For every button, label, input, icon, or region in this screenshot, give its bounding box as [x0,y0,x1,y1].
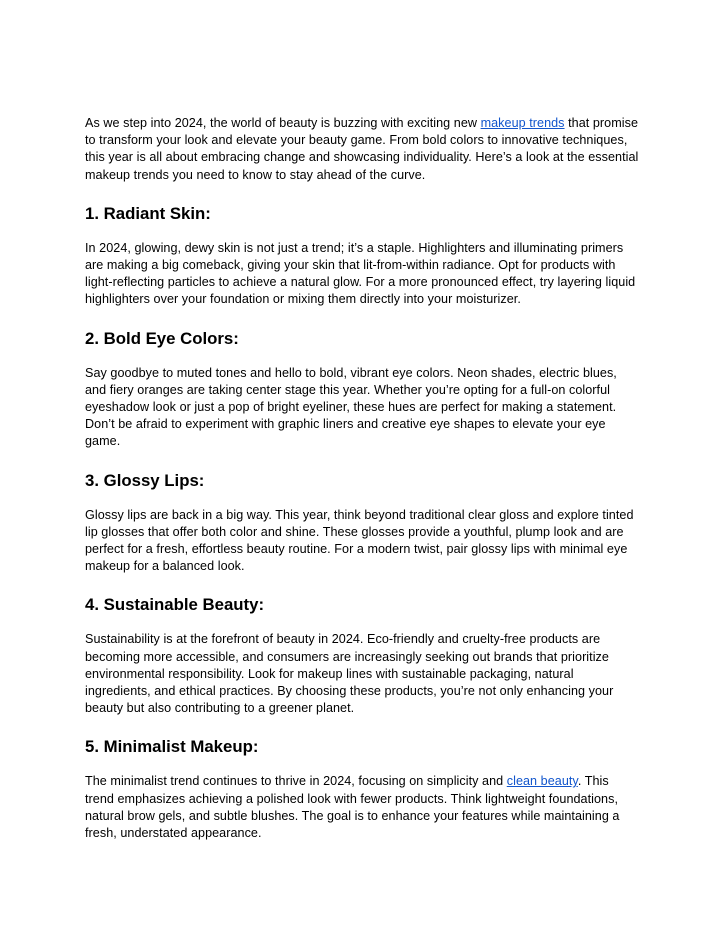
section-body-glossy-lips: Glossy lips are back in a big way. This year, think beyond traditional clear gloss and explore tinted lip glosses that offer both color and shine. These glosses provide a youthful, plump look and are perfect for a fresh, effortless beauty routine. For a modern twist, pair glossy lips with minimal eye makeup for a balanced look. [85,507,634,574]
intro-text-start: As we step into 2024, the world of beauty is buzzing with exciting new [85,116,481,130]
section-body-minimalist-makeup [85,773,640,842]
section-body-bold-eye-colors: Say goodbye to muted tones and hello to bold, vibrant eye colors. Neon shades, electric blues, and fiery oranges are taking center stage this year. Whether you’re opting for a full-on colorful eyeshadow look or just a pop of bright eyeliner, these hues are perfect for making a statement. Don’t be afraid to experiment with graphic liners and creative eye shapes to elevate your eye game. [85,365,617,449]
intro-paragraph [85,115,640,184]
section-heading-minimalist-makeup: 5. Minimalist Makeup: [85,737,259,757]
minimalist-text-start: The minimalist trend continues to thrive in 2024, focusing on simplicity and [85,774,507,789]
minimalist-text-end: . This trend emphasizes achieving a polished look with fewer products. Think lightweight foundations, natural brow gels, and subtle blushes. The goal is to enhance your features while maintaining a fresh, understated appearance. [85,774,620,841]
section-body-sustainable-beauty: Sustainability is at the forefront of beauty in 2024. Eco-friendly and cruelty-free products are becoming more accessible, and consumers are increasingly seeking out brands that prioritize environmental responsibility. Look for makeup lines with sustainable packaging, natural ingredients, and ethical practices. By choosing these products, you’re not only enhancing your beauty but also contributing to a greener planet. [85,632,614,716]
clean-beauty-link[interactable]: clean beauty [506,774,578,789]
makeup-trends-link[interactable]: makeup trends [480,116,565,130]
section-heading-bold-eye-colors: 2. Bold Eye Colors: [85,328,239,348]
section-body-radiant-skin: In 2024, glowing, dewy skin is not just a trend; it’s a staple. Highlighters and illuminating primers are making a big comeback, giving your skin that lit-from-within radiance. Opt for products with light-reflecting particles to achieve a natural glow. For a more pronounced effect, try layering liquid highlighters over your foundation or mixing them directly into your moisturizer. [85,240,636,307]
intro-text-end: that promise to transform your look and elevate your beauty game. From bold colors to innovative techniques, this year is all about embracing change and showcasing individuality. Here’s a look at the essential makeup trends you need to know to stay ahead of the curve. [85,116,639,182]
section-heading-radiant-skin: 1. Radiant Skin: [85,203,211,223]
section-heading-sustainable-beauty: 4. Sustainable Beauty: [85,595,265,615]
section-heading-glossy-lips: 3. Glossy Lips: [85,470,205,490]
